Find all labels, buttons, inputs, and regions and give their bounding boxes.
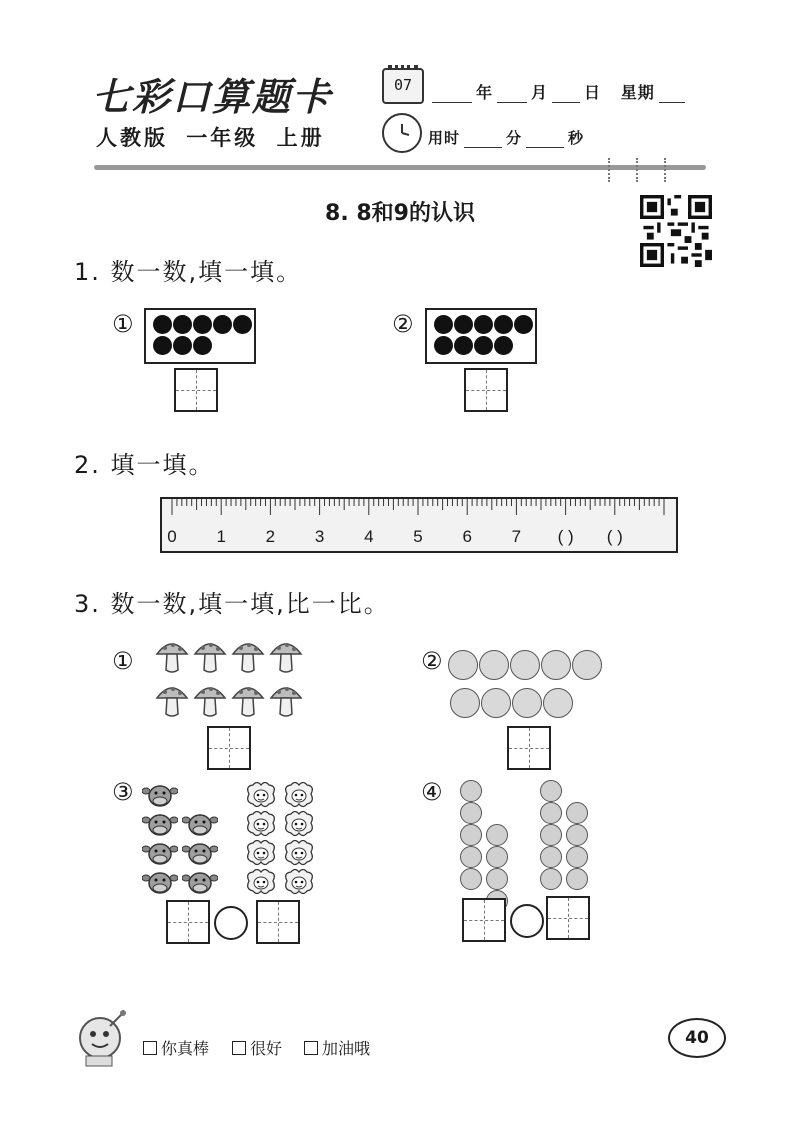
- number-ruler: [160, 497, 678, 553]
- ruler-blank[interactable]: ( ): [557, 527, 574, 546]
- counting-dot: [173, 315, 192, 334]
- clock-icon: [382, 113, 422, 153]
- counting-dot: [434, 336, 453, 355]
- counting-dot: [454, 315, 473, 334]
- q1-item-2-label: ②: [392, 310, 414, 338]
- cow-icon: [142, 840, 178, 870]
- month-label: 月: [531, 83, 549, 102]
- question-1-prompt: 1. 数一数,填一填。: [74, 258, 303, 286]
- q3-answer-box-left[interactable]: [166, 900, 210, 944]
- counting-dot: [434, 315, 453, 334]
- calendar-icon: [382, 68, 424, 104]
- grey-circle: [512, 688, 542, 718]
- counting-dot: [474, 336, 493, 355]
- mushroom-icon: [269, 682, 303, 722]
- ruler-label: 1: [216, 527, 226, 546]
- checkbox-icon[interactable]: [143, 1041, 157, 1055]
- day-blank[interactable]: [552, 88, 580, 103]
- rating-option[interactable]: 加油哦: [304, 1036, 370, 1059]
- mushroom-group: [155, 638, 315, 720]
- sheep-icon: [281, 782, 317, 812]
- checkbox-icon[interactable]: [304, 1041, 318, 1055]
- mushroom-icon: [231, 638, 265, 678]
- stack-circle: [460, 868, 482, 890]
- counting-dot: [474, 315, 493, 334]
- month-blank[interactable]: [497, 88, 527, 103]
- q3-item-1-label: ①: [112, 647, 134, 675]
- ruler-label: 5: [413, 527, 423, 546]
- grey-circle: [448, 650, 478, 680]
- stack-circle: [566, 846, 588, 868]
- brand-subtitle: 人教版 一年级 上册: [96, 126, 325, 150]
- stack-circle: [540, 824, 562, 846]
- cow-icon: [182, 811, 218, 841]
- q1-dot-frame: [425, 308, 537, 364]
- sheep-icon: [243, 840, 279, 870]
- minute-blank[interactable]: [464, 133, 502, 148]
- mushroom-icon: [155, 682, 189, 722]
- stack-circle: [540, 868, 562, 890]
- cow-icon: [142, 869, 178, 899]
- second-label: 秒: [568, 129, 585, 147]
- sheep-icon: [243, 811, 279, 841]
- ruler-label: 7: [511, 527, 522, 546]
- grey-circle: [541, 650, 571, 680]
- q3-answer-box-right[interactable]: [546, 896, 590, 940]
- rating-option[interactable]: 你真棒: [143, 1036, 209, 1059]
- second-blank[interactable]: [526, 133, 564, 148]
- sheep-icon: [243, 869, 279, 899]
- stack-circle: [460, 846, 482, 868]
- cow-icon: [142, 811, 178, 841]
- counting-dot: [193, 315, 212, 334]
- q3-answer-box[interactable]: [207, 726, 251, 770]
- mushroom-icon: [193, 682, 227, 722]
- stack-circle: [460, 824, 482, 846]
- q3-item-4-label: ④: [421, 778, 443, 806]
- sheep-icon: [281, 840, 317, 870]
- stack-circle: [486, 846, 508, 868]
- stack-circle: [540, 780, 562, 802]
- sheep-icon: [281, 869, 317, 899]
- grey-circle: [510, 650, 540, 680]
- counting-dot: [494, 336, 513, 355]
- divider-pin: [636, 158, 642, 182]
- header-divider: [94, 165, 706, 170]
- calendar-day: 07: [393, 76, 413, 94]
- stack-circle: [486, 868, 508, 890]
- q3-item-3-label: ③: [112, 778, 134, 806]
- checkbox-icon[interactable]: [232, 1041, 246, 1055]
- counting-dot: [153, 315, 172, 334]
- stack-circle: [566, 824, 588, 846]
- counting-dot: [153, 336, 172, 355]
- mushroom-icon: [155, 638, 189, 678]
- cow-icon: [182, 869, 218, 899]
- grey-circle: [572, 650, 602, 680]
- year-blank[interactable]: [432, 88, 472, 103]
- mushroom-icon: [231, 682, 265, 722]
- question-2-prompt: 2. 填一填。: [74, 451, 215, 479]
- counting-dot: [173, 336, 192, 355]
- qr-code-icon[interactable]: [640, 195, 712, 267]
- divider-pin: [664, 158, 670, 182]
- ruler-label: 0: [167, 527, 177, 546]
- grey-circle: [481, 688, 511, 718]
- counting-dot: [233, 315, 252, 334]
- brand-title: 七彩口算题卡: [92, 75, 333, 119]
- grey-circle: [450, 688, 480, 718]
- q1-answer-box[interactable]: [174, 368, 218, 412]
- weekday-label: 星期: [620, 83, 655, 102]
- circle-group: [448, 650, 608, 720]
- circle-column-group-right: [540, 780, 600, 892]
- q3-item-2-label: ②: [421, 647, 443, 675]
- sheep-icon: [243, 782, 279, 812]
- cow-icon: [182, 840, 218, 870]
- sheep-group: [243, 782, 323, 894]
- stack-circle: [540, 802, 562, 824]
- q3-answer-box[interactable]: [507, 726, 551, 770]
- day-label: 日: [584, 83, 602, 102]
- counting-dot: [514, 315, 533, 334]
- time-used-label: 用时: [428, 129, 461, 147]
- counting-dot: [193, 336, 212, 355]
- stack-circle: [566, 868, 588, 890]
- minute-label: 分: [506, 129, 523, 147]
- ruler-label: 2: [265, 527, 276, 546]
- date-line: [428, 80, 689, 103]
- stack-circle: [486, 824, 508, 846]
- q1-item-1-label: ①: [112, 310, 134, 338]
- counting-dot: [454, 336, 473, 355]
- year-label: 年: [476, 83, 494, 102]
- question-3-prompt: 3. 数一数,填一填,比一比。: [74, 590, 390, 618]
- mascot-icon: [70, 1008, 132, 1070]
- q3-answer-box-right[interactable]: [256, 900, 300, 944]
- stack-circle: [566, 802, 588, 824]
- mushroom-icon: [193, 638, 227, 678]
- grey-circle: [543, 688, 573, 718]
- rating-option[interactable]: 很好: [232, 1036, 282, 1059]
- ruler-blank[interactable]: ( ): [606, 527, 623, 546]
- compare-circle[interactable]: [510, 904, 544, 938]
- compare-circle[interactable]: [214, 906, 248, 940]
- weekday-blank[interactable]: [659, 88, 685, 103]
- sheep-icon: [281, 811, 317, 841]
- counting-dot: [213, 315, 232, 334]
- stack-circle: [460, 780, 482, 802]
- circle-column-group-left: [460, 780, 520, 892]
- page-number: 40: [668, 1018, 726, 1058]
- counting-dot: [494, 315, 513, 334]
- q1-dot-frame: [144, 308, 256, 364]
- time-used-line: [428, 127, 584, 148]
- mushroom-icon: [269, 638, 303, 678]
- cow-icon: [142, 782, 178, 812]
- ruler-label: 4: [364, 527, 374, 546]
- cow-group: [142, 782, 232, 894]
- stack-circle: [540, 846, 562, 868]
- stack-circle: [460, 802, 482, 824]
- ruler-label: 3: [314, 527, 325, 546]
- ruler-label: 6: [462, 527, 472, 546]
- q1-answer-box[interactable]: [464, 368, 508, 412]
- grey-circle: [479, 650, 509, 680]
- divider-pin: [608, 158, 614, 182]
- lesson-title: 8. 8和9的认识: [325, 201, 475, 226]
- q3-answer-box-left[interactable]: [462, 898, 506, 942]
